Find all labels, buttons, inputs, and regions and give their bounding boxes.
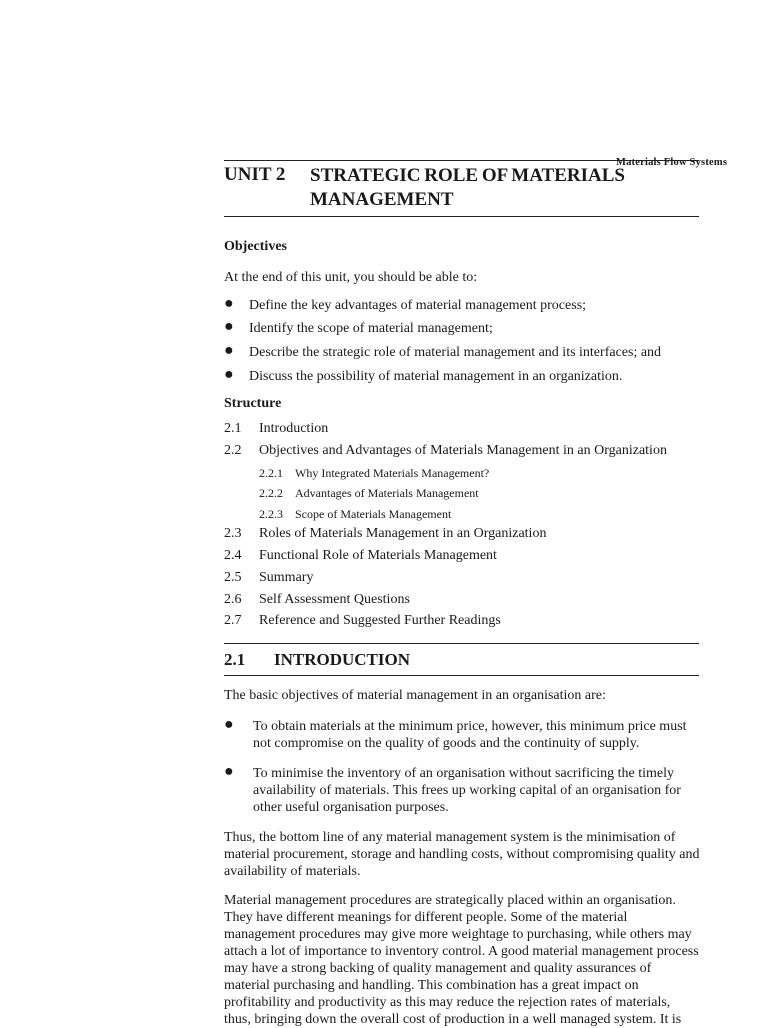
structure-heading: Structure	[224, 396, 282, 411]
running-head: Materials Flow Systems	[616, 157, 728, 168]
bullet-icon: ●	[224, 318, 234, 335]
bullet-icon: ●	[224, 342, 234, 359]
bullet-icon: ●	[224, 716, 234, 733]
body-paragraph: Material management procedures are strategically placed within an organisation. They have different meanings for different people. Some of the material management procedures may give more weightage to purchasing, while others may attach a lot of importance to inventory control. A good material management process may have a strong backing of quality management and quality assurances of material purchasing and handling. This combination has a great impact on profitability and productivity as this may reduce the rejection rates of materials, thus, bringing down the overall cost of production in a well managed system. It is	[224, 893, 699, 1027]
section-top-rule	[224, 643, 699, 644]
objectives-intro: At the end of this unit, you should be able to:	[224, 270, 478, 285]
title-rule	[224, 216, 699, 217]
body-paragraph: Thus, the bottom line of any material management system is the minimisation of material procurement, storage and handling costs, without compromising quality and availability of materials.	[224, 830, 700, 879]
section-lead: The basic objectives of material management in an organisation are:	[224, 688, 606, 703]
section-title: INTRODUCTION	[274, 650, 411, 669]
bullet-icon: ●	[224, 763, 234, 780]
unit-title-line-2: MANAGEMENT	[310, 189, 454, 210]
top-rule	[224, 160, 699, 161]
unit-number: UNIT 2	[224, 164, 286, 185]
bullet-icon: ●	[224, 295, 234, 312]
unit-title-line-1: STRATEGIC ROLE OF MATERIALS	[310, 165, 625, 186]
objectives-heading: Objectives	[224, 239, 287, 254]
unit-title	[310, 164, 670, 212]
section-number: 2.1	[224, 650, 246, 669]
section-bottom-rule	[224, 675, 699, 676]
intro-bullet: ● To obtain materials at the minimum price, however, this minimum price must not compromise on the quality of goods and the continuity of supply.	[224, 716, 687, 751]
bullet-icon: ●	[224, 366, 234, 383]
intro-bullet: ● To minimise the inventory of an organisation without sacrificing the timely availability of materials. This frees up working capital of an organisation for other useful organisation purposes.	[224, 763, 681, 815]
